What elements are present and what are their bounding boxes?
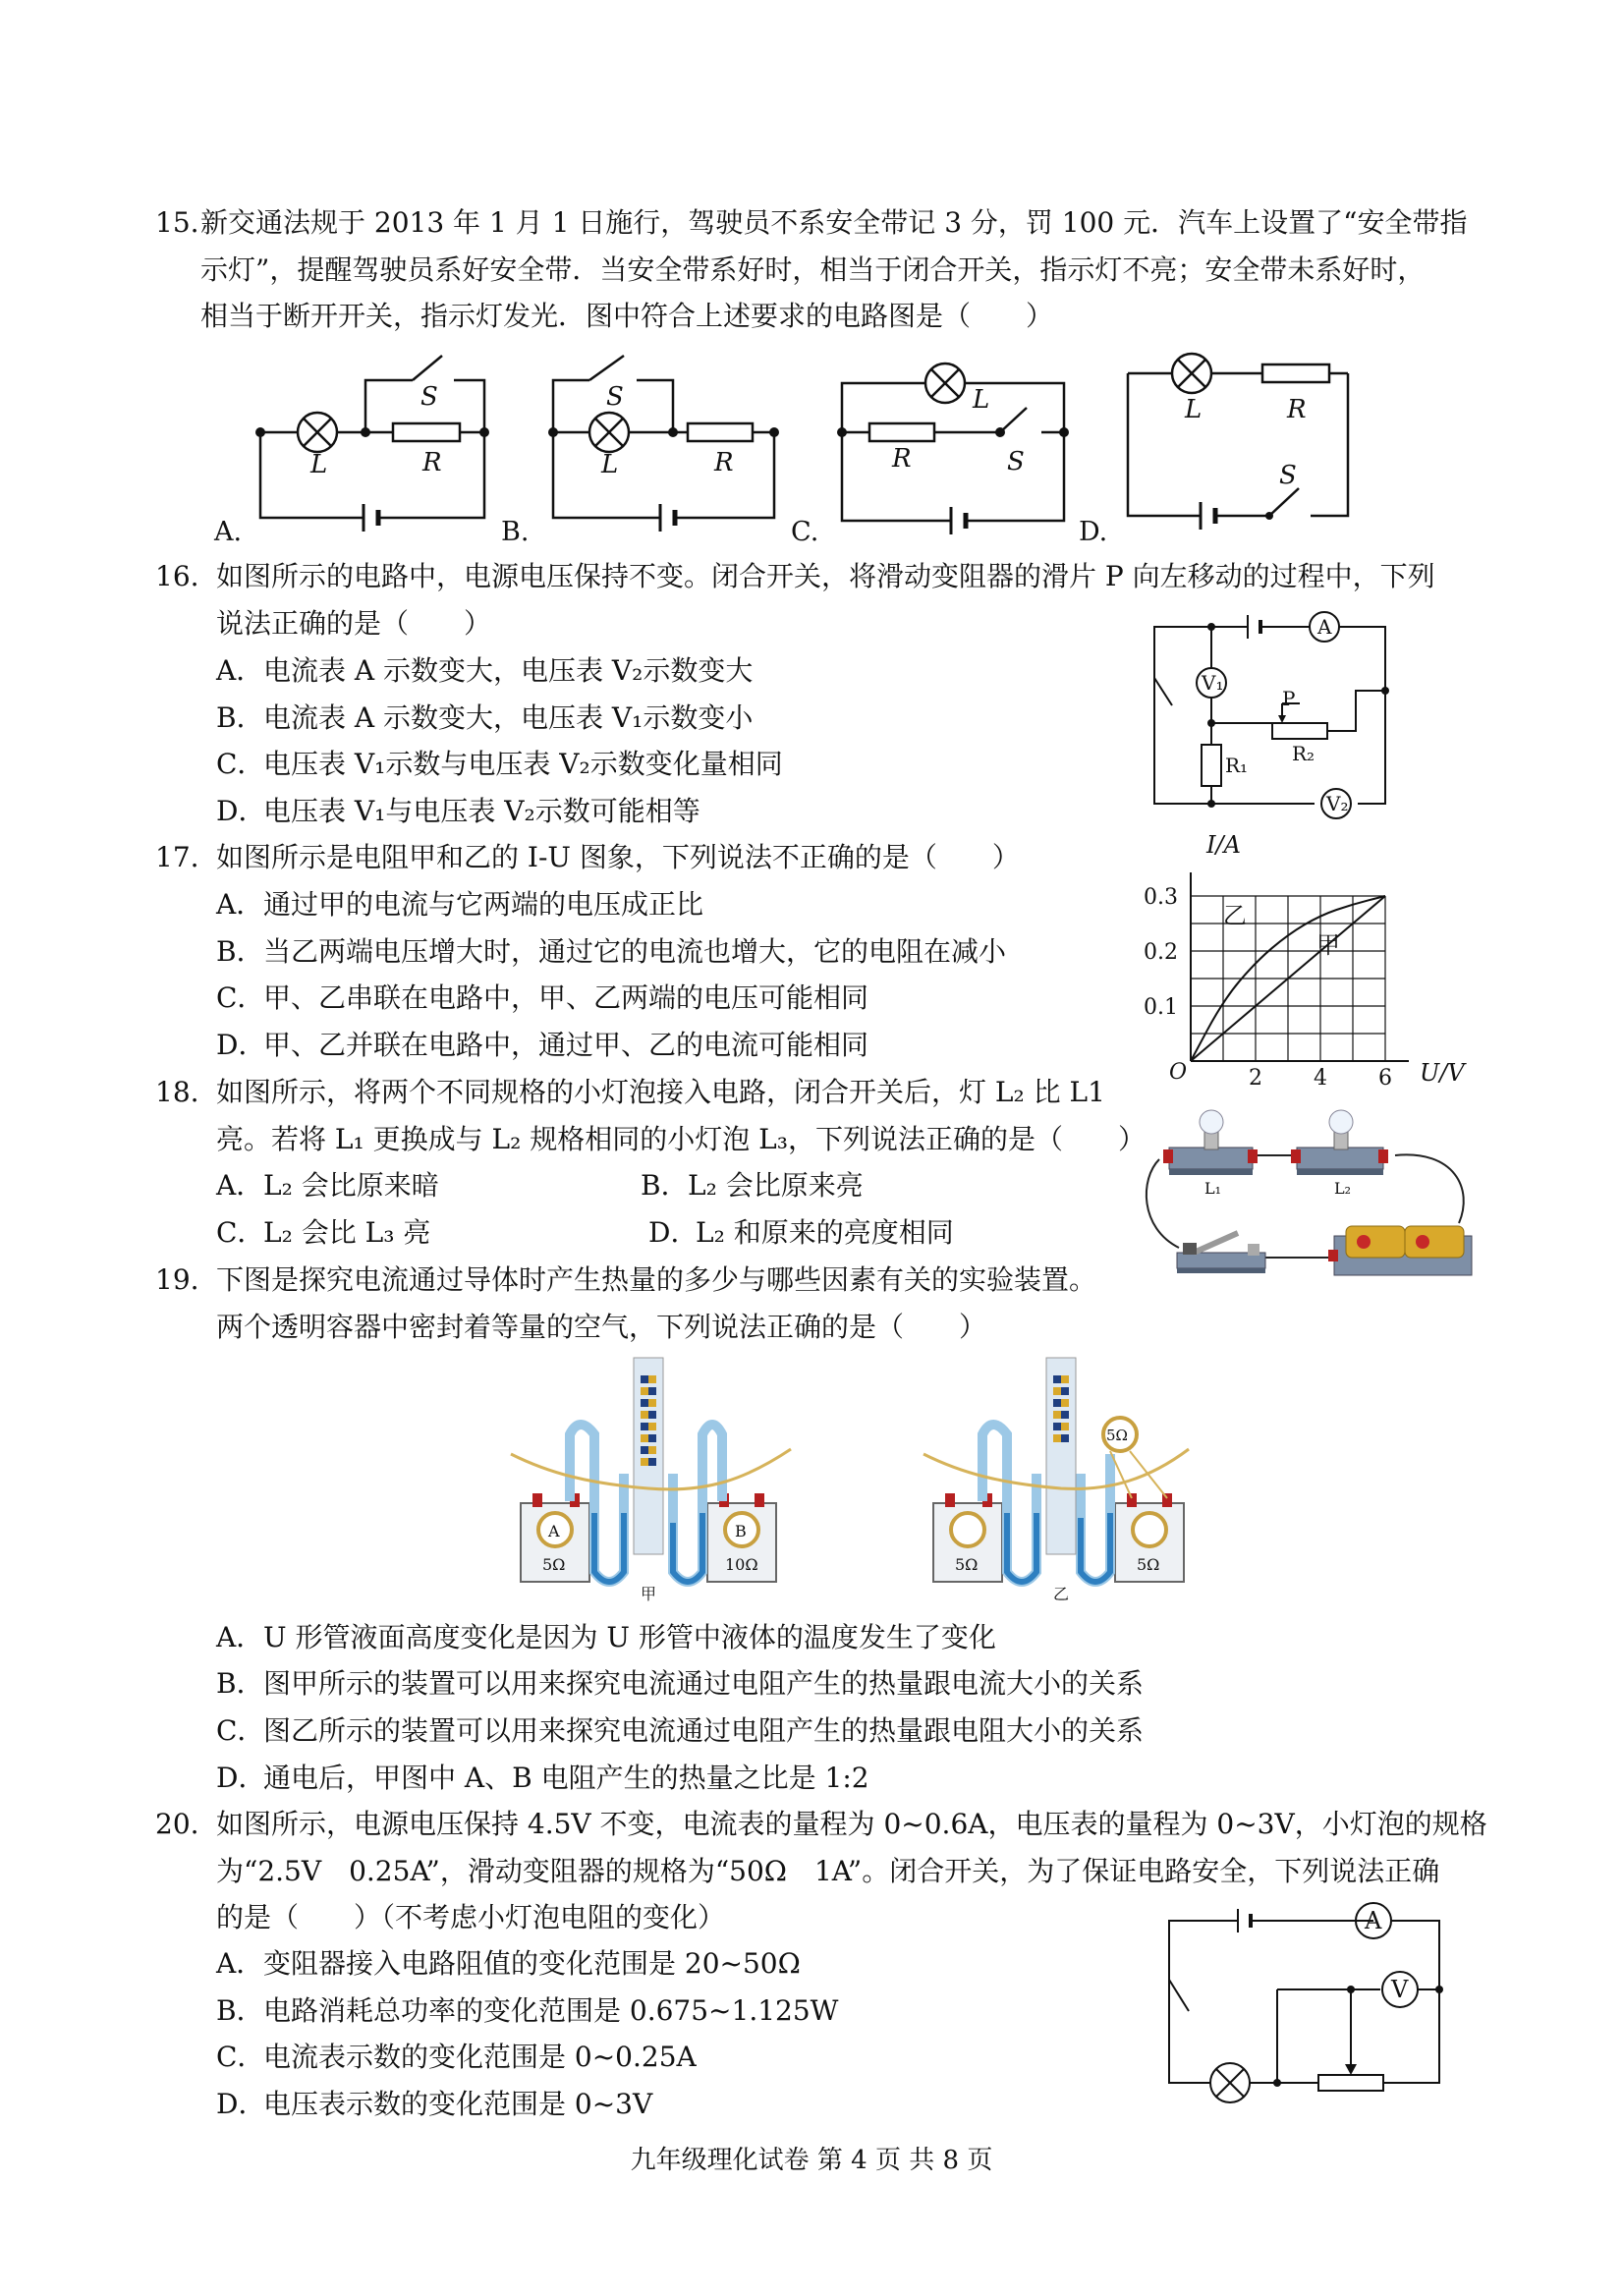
q16-r2-label: R₂: [1292, 742, 1315, 765]
y-tick-label: 0.1: [1144, 995, 1178, 1020]
q16-line-2: 说法正确的是（ ）: [216, 607, 492, 640]
q18-lamp2-label: L₂: [1334, 1179, 1352, 1198]
q17-number: 17.: [155, 841, 199, 873]
q17-option-c: C．甲、乙串联在电路中，甲、乙两端的电压可能相同: [216, 981, 869, 1014]
q19-option-a: A．U 形管液面高度变化是因为 U 形管中液体的温度发生了变化: [216, 1621, 996, 1653]
q19-number: 19.: [155, 1263, 199, 1296]
q16-voltmeter1-label: V₁: [1202, 671, 1224, 695]
q19-apparatus-jia: [511, 1358, 791, 1603]
x-tick-label: 2: [1249, 1066, 1262, 1091]
q19-yi-outer-5ohm: 5Ω: [1106, 1427, 1128, 1444]
q15-circuit-b: [553, 356, 774, 532]
q20-line-2: 为“2.5V 0.25A”，滑动变阻器的规格为“50Ω 1A”。闭合开关，为了保证电路安全，下列说法正确: [216, 1855, 1440, 1887]
q20-line-1: 如图所示，电源电压保持 4.5V 不变，电流表的量程为 0~0.6A，电压表的量程为 0~3V，小灯泡的规格: [216, 1808, 1487, 1840]
chart-origin-label: O: [1169, 1060, 1188, 1085]
q15-line-1: 新交通法规于 2013 年 1 月 1 日施行，驾驶员不系安全带记 3 分，罚 100 元．汽车上设置了“安全带指: [200, 206, 1468, 239]
q18-line-2: 亮。若将 L₁ 更换成与 L₂ 规格相同的小灯泡 L₃，下列说法正确的是（ ）: [216, 1123, 1146, 1155]
q15-circuit-c: [842, 364, 1064, 534]
q19-line-1: 下图是探究电流通过导体时产生热量的多少与哪些因素有关的实验装置。: [216, 1263, 1097, 1296]
page-footer: 九年级理化试卷 第 4 页 共 8 页: [630, 2146, 993, 2175]
q15-a-label-r: R: [422, 448, 442, 477]
q15-b-label-r: R: [714, 448, 734, 477]
q15-b-label-s: S: [606, 382, 624, 412]
q16-option-b: B．电流表 A 示数变大，电压表 V₁示数变小: [216, 701, 754, 734]
chart-series-label-yi: 乙: [1223, 902, 1247, 929]
q17-option-d: D．甲、乙并联在电路中，通过甲、乙的电流可能相同: [216, 1029, 869, 1061]
q15-d-label-r: R: [1287, 395, 1307, 424]
q20-number: 20.: [155, 1808, 199, 1840]
q16-slider-label: P: [1282, 687, 1296, 710]
q19-jia-5ohm: 5Ω: [542, 1555, 566, 1574]
q20-option-c: C．电流表示数的变化范围是 0~0.25A: [216, 2041, 697, 2073]
q16-number: 16.: [155, 560, 199, 592]
q16-ammeter-label: A: [1317, 615, 1332, 639]
q19-apparatus-yi: [923, 1358, 1189, 1603]
q20-option-a: A．变阻器接入电路阻值的变化范围是 20~50Ω: [216, 1947, 801, 1980]
q20-line-3: 的是（ ）（不考虑小灯泡电阻的变化）: [216, 1901, 726, 1933]
q15-option-b: B.: [501, 517, 530, 547]
q18-line-1: 如图所示，将两个不同规格的小灯泡接入电路，闭合开关后，灯 L₂ 比 L1: [216, 1076, 1105, 1108]
q15-option-c: C.: [791, 517, 819, 547]
q20-voltmeter-label: V: [1391, 1976, 1409, 2003]
q19-jia-label: 甲: [641, 1585, 657, 1603]
q20-option-b: B．电路消耗总功率的变化范围是 0.675~1.125W: [216, 1994, 839, 2027]
q19-yi-right-5ohm: 5Ω: [1137, 1555, 1160, 1574]
q20-option-d: D．电压表示数的变化范围是 0~3V: [216, 2088, 653, 2120]
q15-number: 15.: [155, 206, 199, 239]
q15-line-2: 示灯”，提醒驾驶员系好安全带．当安全带系好时，相当于闭合开关，指示灯不亮；安全带未系好时，: [200, 253, 1426, 286]
q15-d-label-s: S: [1279, 461, 1297, 490]
q15-circuit-d: [1128, 354, 1348, 530]
q20-circuit-diagram: [1159, 1901, 1454, 2107]
q19-yi-label: 乙: [1053, 1585, 1070, 1603]
q16-circuit-diagram: [1145, 607, 1420, 843]
q19-jia-10ohm: 10Ω: [725, 1555, 758, 1574]
q15-line-3: 相当于断开开关，指示灯发光．图中符合上述要求的电路图是（ ）: [200, 300, 1054, 332]
q15-a-label-l: L: [310, 450, 328, 479]
q15-a-label-s: S: [420, 382, 438, 412]
q17-option-a: A．通过甲的电流与它两端的电压成正比: [216, 888, 704, 921]
chart-x-axis-label: U/V: [1420, 1059, 1465, 1087]
q19-jia-resistor-b: B: [735, 1522, 747, 1540]
q18-number: 18.: [155, 1076, 199, 1108]
chart-series-label-jia: 甲: [1316, 931, 1340, 959]
q17-line-1: 如图所示是电阻甲和乙的 I-U 图象，下列说法不正确的是（ ）: [216, 841, 1020, 873]
q19-experiment-diagram: [511, 1356, 1199, 1601]
q15-c-label-l: L: [973, 385, 990, 415]
q16-r1-label: R₁: [1225, 754, 1249, 777]
q19-option-b: B．图甲所示的装置可以用来探究电流通过电阻产生的热量跟电流大小的关系: [216, 1667, 1145, 1700]
q15-option-d: D.: [1079, 517, 1108, 547]
q19-line-2: 两个透明容器中密封着等量的空气，下列说法正确的是（ ）: [216, 1311, 987, 1343]
x-tick-label: 4: [1314, 1066, 1327, 1091]
q16-option-c: C．电压表 V₁示数与电压表 V₂示数变化量相同: [216, 748, 783, 780]
q15-option-a: A.: [214, 517, 243, 547]
q16-voltmeter2-label: V₂: [1326, 792, 1349, 815]
q17-iu-chart: [1140, 825, 1474, 1091]
q15-d-label-l: L: [1185, 395, 1203, 424]
x-tick-label: 6: [1378, 1066, 1392, 1091]
q19-option-d: D．通电后，甲图中 A、B 电阻产生的热量之比是 1:2: [216, 1762, 869, 1794]
chart-y-axis-label: I/A: [1206, 831, 1241, 859]
q16-option-d: D．电压表 V₁与电压表 V₂示数可能相等: [216, 795, 700, 827]
q15-circuit-diagrams: [0, 339, 1623, 555]
q15-c-label-s: S: [1007, 447, 1025, 476]
q18-option-d: D．L₂ 和原来的亮度相同: [648, 1216, 954, 1249]
q18-circuit-photo: [1140, 1110, 1479, 1287]
q15-b-label-l: L: [601, 450, 619, 479]
q17-option-b: B．当乙两端电压增大时，通过它的电流也增大，它的电阻在减小: [216, 935, 1007, 968]
q19-option-c: C．图乙所示的装置可以用来探究电流通过电阻产生的热量跟电阻大小的关系: [216, 1714, 1145, 1747]
q19-jia-resistor-a: A: [548, 1522, 560, 1540]
q15-c-label-r: R: [892, 444, 912, 474]
q15-circuit-a: [260, 356, 484, 532]
q18-option-c: C．L₂ 会比 L₃ 亮: [216, 1216, 431, 1249]
q18-option-a: A．L₂ 会比原来暗: [216, 1169, 439, 1202]
q16-option-a: A．电流表 A 示数变大，电压表 V₂示数变大: [216, 654, 754, 687]
q18-option-b: B．L₂ 会比原来亮: [641, 1169, 864, 1202]
q16-line-1: 如图所示的电路中，电源电压保持不变。闭合开关，将滑动变阻器的滑片 P 向左移动的过程中，下列: [216, 560, 1435, 592]
y-tick-label: 0.3: [1144, 885, 1178, 910]
q18-lamp1-label: L₁: [1204, 1179, 1222, 1198]
y-tick-label: 0.2: [1144, 940, 1178, 965]
q20-ammeter-label: A: [1365, 1907, 1382, 1934]
q19-yi-left-5ohm: 5Ω: [955, 1555, 979, 1574]
